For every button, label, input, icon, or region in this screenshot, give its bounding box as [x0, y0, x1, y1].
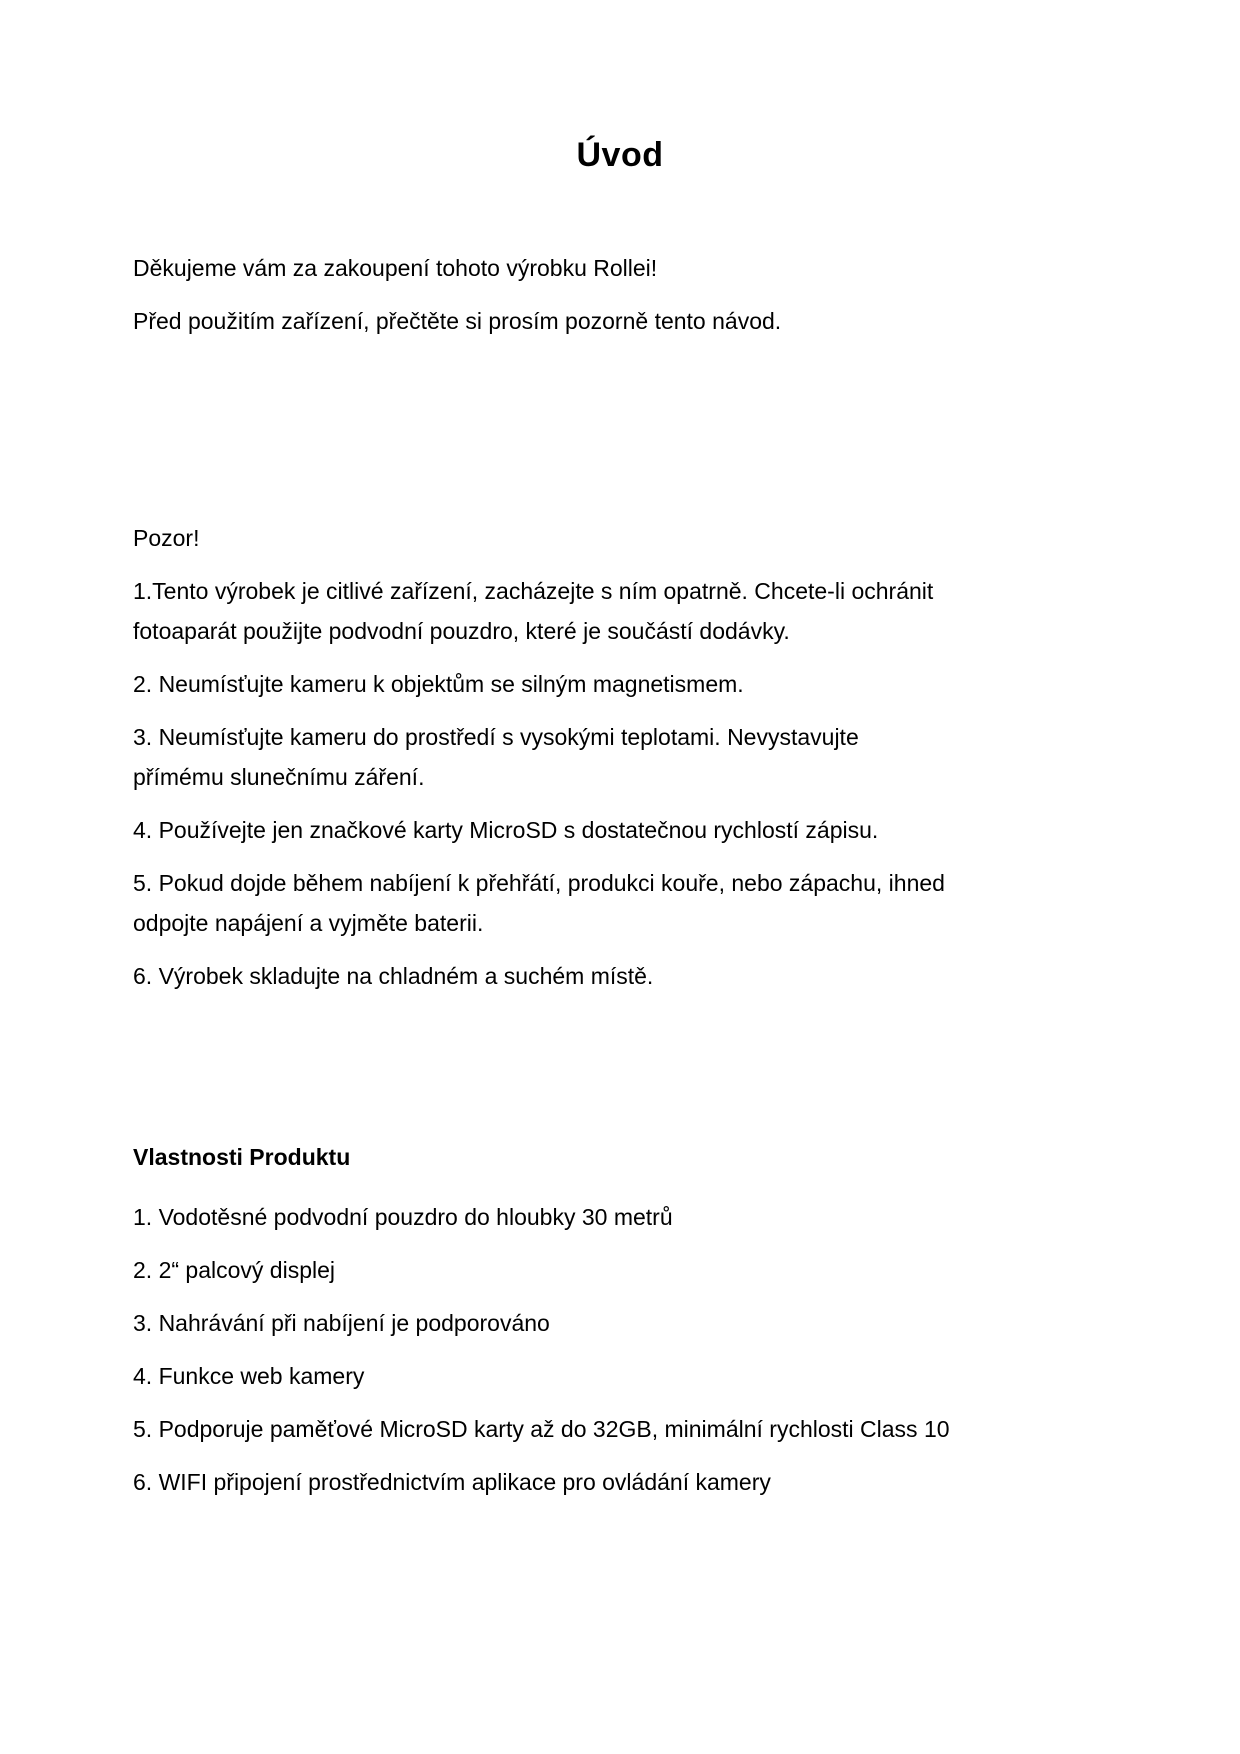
warning-line: 2. Neumísťujte kameru k objektům se silným magnetismem.	[133, 671, 744, 697]
warning-item	[133, 664, 1107, 704]
intro-paragraph-read-manual: Před použitím zařízení, přečtěte si prosím pozorně tento návod.	[133, 308, 782, 334]
intro-paragraph-thanks: Děkujeme vám za zakoupení tohoto výrobku Rollei!	[133, 255, 658, 281]
warning-item	[133, 717, 1107, 797]
feature-item	[133, 1303, 1107, 1343]
warning-line: odpojte napájení a vyjměte baterii.	[133, 910, 484, 936]
feature-line: 5. Podporuje paměťové MicroSD karty až do 32GB, minimální rychlosti Class 10	[133, 1416, 950, 1442]
warning-line: 5. Pokud dojde během nabíjení k přehřátí, produkci kouře, nebo zápachu, ihned	[133, 870, 945, 896]
warning-line: 3. Neumísťujte kameru do prostředí s vysokými teplotami. Nevystavujte	[133, 724, 859, 750]
feature-item	[133, 1462, 1107, 1502]
feature-line: 6. WIFI připojení prostřednictvím aplikace pro ovládání kamery	[133, 1469, 771, 1495]
warning-item	[133, 863, 1107, 943]
feature-line: 2. 2“ palcový displej	[133, 1257, 335, 1283]
warning-item	[133, 956, 1107, 996]
warning-line: přímému slunečnímu záření.	[133, 764, 425, 790]
feature-item	[133, 1197, 1107, 1237]
feature-line: 3. Nahrávání při nabíjení je podporováno	[133, 1310, 550, 1336]
warning-line: fotoaparát použijte podvodní pouzdro, které je součástí dodávky.	[133, 618, 790, 644]
feature-line: 1. Vodotěsné podvodní pouzdro do hloubky 30 metrů	[133, 1204, 673, 1230]
warning-item	[133, 571, 1107, 651]
feature-item	[133, 1356, 1107, 1396]
feature-line: 4. Funkce web kamery	[133, 1363, 365, 1389]
features-heading: Vlastnosti Produktu	[133, 1144, 351, 1170]
warnings-heading: Pozor!	[133, 525, 200, 551]
feature-item	[133, 1409, 1107, 1449]
warning-line: 4. Používejte jen značkové karty MicroSD s dostatečnou rychlostí zápisu.	[133, 817, 879, 843]
warning-line: 6. Výrobek skladujte na chladném a suchém místě.	[133, 963, 654, 989]
feature-item	[133, 1250, 1107, 1290]
warning-line: 1.Tento výrobek je citlivé zařízení, zacházejte s ním opatrně. Chcete-li ochránit	[133, 578, 934, 604]
page-title: Úvod	[576, 136, 664, 174]
warning-item	[133, 810, 1107, 850]
